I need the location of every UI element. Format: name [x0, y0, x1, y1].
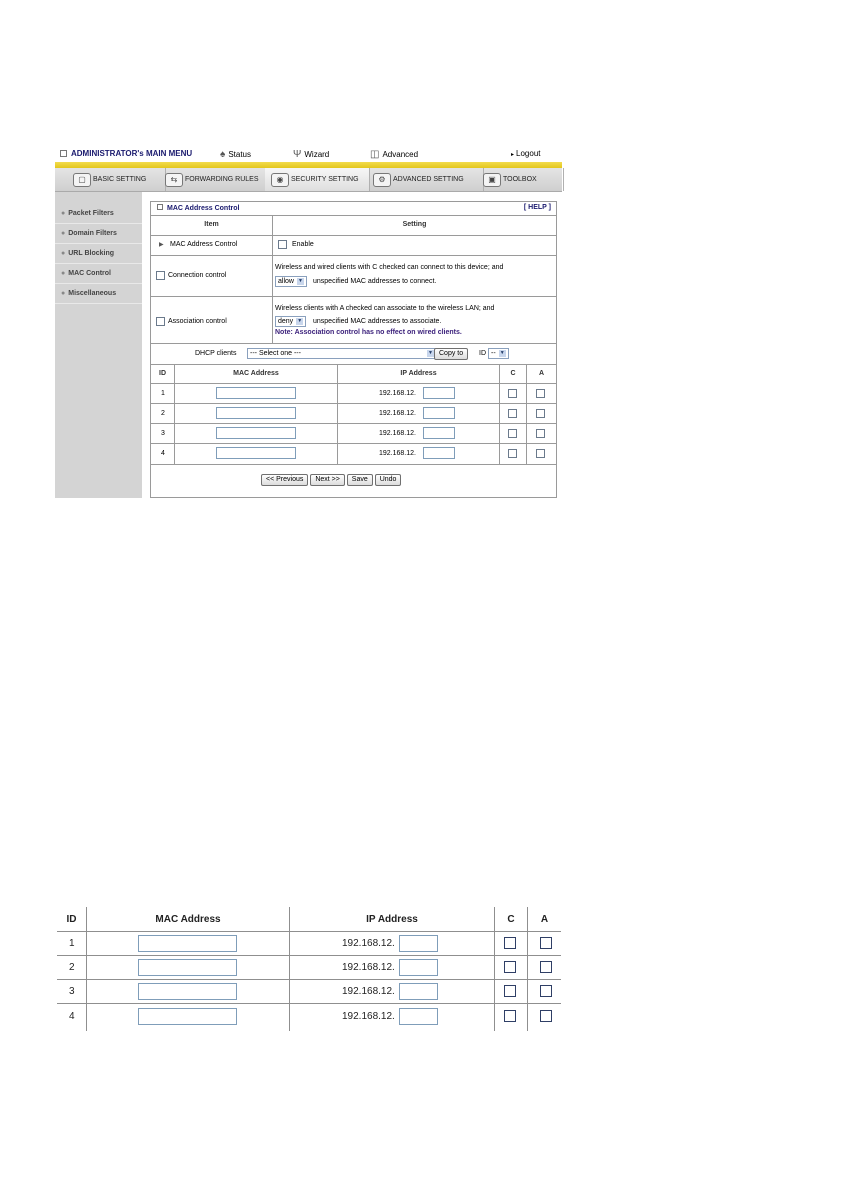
help-link[interactable]: [ HELP ] — [523, 204, 551, 211]
triangle-right-icon: ▶ — [159, 242, 164, 248]
tab-basic-setting[interactable]: ▢ BASIC SETTING — [67, 168, 166, 191]
chevron-down-icon: ▼ — [297, 318, 303, 324]
row-id: 4 — [161, 450, 165, 457]
mac-address-input[interactable] — [138, 983, 237, 1000]
sidebar-item-mac-control[interactable]: ● MAC Control — [55, 264, 142, 284]
mac-control-panel — [150, 201, 557, 498]
wizard-link[interactable]: Ψ Wizard — [293, 149, 330, 160]
bullet-icon: ● — [61, 270, 66, 277]
id-header: ID — [159, 370, 166, 377]
c-checkbox[interactable] — [504, 937, 516, 949]
table-row — [57, 980, 561, 1004]
id-label: ID — [479, 350, 486, 357]
item-header-cell: Item — [151, 216, 273, 235]
ip-suffix-input[interactable] — [423, 407, 455, 419]
previous-button[interactable]: << Previous — [261, 474, 308, 486]
association-note: Note: Association control has no effect on wired clients. — [275, 329, 462, 336]
wizard-icon: Ψ — [293, 149, 302, 160]
a-checkbox[interactable] — [540, 937, 552, 949]
ip-suffix-input[interactable] — [399, 983, 438, 1000]
table-row — [57, 1004, 561, 1031]
id-select[interactable]: -- ▼ — [488, 348, 509, 359]
ip-prefix: 192.168.12. — [342, 986, 395, 997]
c-header: C — [510, 370, 516, 377]
copy-to-button[interactable]: Copy to — [434, 348, 468, 360]
c-checkbox[interactable] — [508, 449, 517, 458]
row-id: 2 — [161, 410, 165, 417]
table-row — [151, 404, 556, 424]
a-checkbox[interactable] — [540, 961, 552, 973]
panel-title: MAC Address Control — [157, 204, 239, 212]
arrow-right-icon: ▸ — [511, 152, 515, 158]
advanced-link[interactable]: ◫ Advanced — [370, 149, 419, 160]
association-control-checkbox[interactable] — [156, 317, 165, 326]
enable-checkbox[interactable] — [278, 240, 287, 249]
c-checkbox[interactable] — [504, 985, 516, 997]
table-row — [57, 932, 561, 956]
ip-suffix-input[interactable] — [423, 387, 455, 399]
mac-address-input[interactable] — [138, 1008, 237, 1025]
a-checkbox[interactable] — [536, 389, 545, 398]
c-header: C — [507, 914, 515, 925]
dhcp-label: DHCP clients — [195, 350, 237, 357]
bullet-icon: ● — [61, 230, 66, 237]
top-menu-bar — [55, 145, 562, 163]
row-id: 1 — [161, 390, 165, 397]
bullet-icon: ● — [61, 250, 66, 257]
table-header-row — [151, 365, 556, 384]
table-row — [151, 424, 556, 444]
connection-control-label: Connection control — [168, 272, 227, 279]
toolbox-icon: ▣ — [483, 173, 501, 187]
c-checkbox[interactable] — [508, 389, 517, 398]
setting-header: Setting — [402, 221, 427, 228]
person-icon: ♠ — [220, 149, 226, 160]
folder-icon: ▢ — [73, 173, 91, 187]
association-select[interactable]: deny ▼ — [275, 316, 306, 327]
a-header: A — [540, 914, 549, 925]
next-button[interactable]: Next >> — [310, 474, 345, 486]
sidebar-item-url-blocking[interactable]: ● URL Blocking — [55, 244, 142, 264]
ip-suffix-input[interactable] — [423, 447, 455, 459]
table-header-row — [57, 907, 561, 932]
main-tab-bar — [55, 168, 562, 192]
mac-address-input[interactable] — [216, 427, 296, 439]
a-checkbox[interactable] — [540, 985, 552, 997]
tab-security-setting[interactable]: ◉ SECURITY SETTING — [265, 168, 370, 191]
ip-suffix-input[interactable] — [399, 935, 438, 952]
row-id: 1 — [69, 938, 75, 949]
association-text-1: Wireless clients with A checked can associate to the wireless LAN; and — [275, 305, 495, 312]
panel-title-bar — [151, 202, 556, 216]
advanced-icon: ◫ — [370, 149, 380, 160]
ip-prefix: 192.168.12. — [342, 938, 395, 949]
row-id: 3 — [161, 430, 165, 437]
id-header: ID — [66, 914, 77, 925]
tab-toolbox[interactable]: ▣ TOOLBOX — [477, 168, 564, 191]
bullet-icon: ● — [61, 290, 66, 297]
menu-square-icon — [60, 150, 67, 157]
connection-text-2: unspecified MAC addresses to connect. — [313, 278, 437, 285]
a-checkbox[interactable] — [540, 1010, 552, 1022]
ip-prefix: 192.168.12. — [342, 1011, 395, 1022]
dhcp-select[interactable]: --- Select one --- ▼ — [247, 348, 436, 359]
association-control-label: Association control — [168, 318, 227, 325]
table-row — [57, 956, 561, 980]
mac-control-label: MAC Address Control — [170, 241, 238, 248]
chevron-down-icon: ▼ — [499, 350, 505, 356]
ip-suffix-input[interactable] — [423, 427, 455, 439]
sidebar-item-packet-filters[interactable]: ● Packet Filters — [55, 204, 142, 224]
connection-select[interactable]: allow ▼ — [275, 276, 307, 287]
table-row — [151, 384, 556, 404]
sidebar — [55, 192, 142, 498]
row-id: 4 — [69, 1011, 75, 1022]
logout-link[interactable]: ▸ Logout — [511, 149, 541, 158]
row-id: 3 — [69, 986, 75, 997]
bullet-icon: ● — [61, 210, 66, 217]
ip-prefix: 192.168.12. — [379, 450, 416, 457]
ip-prefix: 192.168.12. — [379, 390, 416, 397]
mac-address-input[interactable] — [216, 407, 296, 419]
zoomed-mac-table — [57, 907, 561, 1031]
action-buttons — [261, 474, 401, 486]
mac-address-input[interactable] — [216, 447, 296, 459]
a-checkbox[interactable] — [536, 409, 545, 418]
mac-header: MAC Address — [233, 370, 279, 377]
c-checkbox[interactable] — [508, 429, 517, 438]
mac-address-input[interactable] — [138, 959, 237, 976]
undo-button[interactable]: Undo — [375, 474, 402, 486]
router-admin-screenshot — [55, 145, 562, 498]
a-checkbox[interactable] — [536, 449, 545, 458]
admin-main-menu[interactable]: ADMINISTRATOR's MAIN MENU — [60, 149, 192, 158]
status-link[interactable]: ♠ Status — [220, 149, 251, 160]
a-checkbox[interactable] — [536, 429, 545, 438]
ip-prefix: 192.168.12. — [379, 430, 416, 437]
tab-forwarding-rules[interactable]: ⇆ FORWARDING RULES — [159, 168, 268, 191]
enable-label: Enable — [292, 241, 314, 248]
arrows-icon: ⇆ — [165, 173, 183, 187]
mac-table — [151, 365, 556, 465]
mac-control-row — [151, 236, 556, 256]
association-control-row — [151, 297, 556, 344]
ip-header: IP Address — [400, 370, 437, 377]
gear-icon: ⚙ — [373, 173, 391, 187]
row-id: 2 — [69, 962, 75, 973]
sidebar-item-miscellaneous[interactable]: ● Miscellaneous — [55, 284, 142, 304]
c-checkbox[interactable] — [504, 1010, 516, 1022]
connection-control-checkbox[interactable] — [156, 271, 165, 280]
lock-icon: ◉ — [271, 173, 289, 187]
save-button[interactable]: Save — [347, 474, 373, 486]
dhcp-clients-row — [151, 344, 556, 365]
tab-advanced-setting[interactable]: ⚙ ADVANCED SETTING — [367, 168, 484, 191]
c-checkbox[interactable] — [504, 961, 516, 973]
a-header: A — [538, 370, 545, 377]
c-checkbox[interactable] — [508, 409, 517, 418]
mac-address-input[interactable] — [216, 387, 296, 399]
ip-prefix: 192.168.12. — [342, 962, 395, 973]
ip-header: IP Address — [366, 914, 418, 925]
mac-header: MAC Address — [155, 914, 221, 925]
mac-address-input[interactable] — [138, 935, 237, 952]
title-square-icon — [157, 204, 163, 210]
ip-prefix: 192.168.12. — [379, 410, 416, 417]
chevron-down-icon: ▼ — [428, 350, 433, 356]
ip-suffix-input[interactable] — [399, 959, 438, 976]
connection-control-row — [151, 256, 556, 297]
ip-suffix-input[interactable] — [399, 1008, 438, 1025]
sidebar-item-domain-filters[interactable]: ● Domain Filters — [55, 224, 142, 244]
connection-text-1: Wireless and wired clients with C checked can connect to this device; and — [275, 264, 504, 271]
table-row — [151, 444, 556, 465]
chevron-down-icon: ▼ — [297, 278, 303, 284]
association-text-2: unspecified MAC addresses to associate. — [313, 318, 442, 325]
settings-header-row — [151, 216, 556, 236]
